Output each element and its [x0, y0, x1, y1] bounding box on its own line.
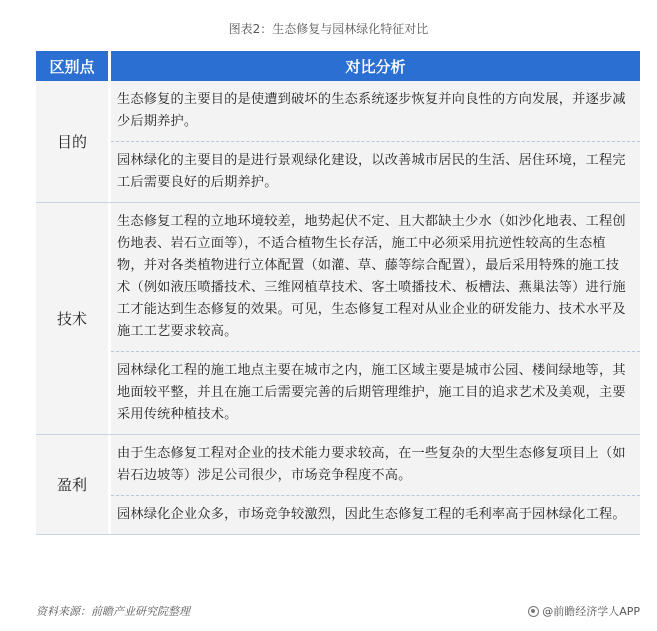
- analysis-cell: 园林绿化工程的施工地点主要在城市之内，施工区域主要是城市公园、楼间绿地等，其地面较平整，并且在施工后需要完善的后期管理维护，施工目的追求艺术及美观，主要采用传统种植技术。: [111, 351, 640, 434]
- brand-credit: [528, 603, 640, 619]
- row-label: 目的: [36, 81, 108, 202]
- header-col-difference: 区别点: [36, 51, 108, 81]
- chart-title: 图表2：生态修复与园林绿化特征对比: [228, 22, 429, 36]
- row-label: 盈利: [36, 435, 108, 534]
- analysis-cell: 生态修复的主要目的是使遭到破坏的生态系统逐步恢复并向良性的方向发展，并逐步减少后期养护。: [111, 81, 640, 141]
- comparison-table: [36, 51, 640, 535]
- analysis-cell: 由于生态修复工程对企业的技术能力要求较高，在一些复杂的大型生态修复项目上（如岩石边坡等）涉足公司很少，市场竞争程度不高。: [111, 435, 640, 495]
- row-group-technology: [36, 203, 640, 435]
- qianzhan-logo-icon: [528, 606, 539, 617]
- analysis-cell: 园林绿化企业众多，市场竞争较激烈，因此生态修复工程的毛利率高于园林绿化工程。: [111, 495, 640, 534]
- analysis-cell: 园林绿化的主要目的是进行景观绿化建设，以改善城市居民的生活、居住环境，工程完工后需要良好的后期养护。: [111, 141, 640, 202]
- source-note: 资料来源：前瞻产业研究院整理: [36, 605, 190, 618]
- analysis-cell: 生态修复工程的立地环境较差，地势起伏不定、且大都缺土少水（如沙化地表、工程创伤地表、岩石立面等），不适合植物生长存活，施工中必须采用抗逆性较高的生态植物，并对各类植物进行立体配置（如灌、草、藤等综合配置），最后采用特殊的施工技术（例如液压喷播技术、三维网植草技术、客土喷播技术、板槽法、燕巢法等）进行施工才能达到生态修复的效果。可见，生态修复工程对从业企业的研发能力、技术水平及施工工艺要求较高。: [111, 203, 640, 351]
- table-header: [36, 51, 640, 81]
- brand-text: @前瞻经济学人APP: [542, 605, 640, 618]
- row-group-profit: [36, 435, 640, 535]
- row-label: 技术: [36, 203, 108, 434]
- row-group-purpose: [36, 81, 640, 203]
- header-col-analysis: 对比分析: [111, 51, 640, 81]
